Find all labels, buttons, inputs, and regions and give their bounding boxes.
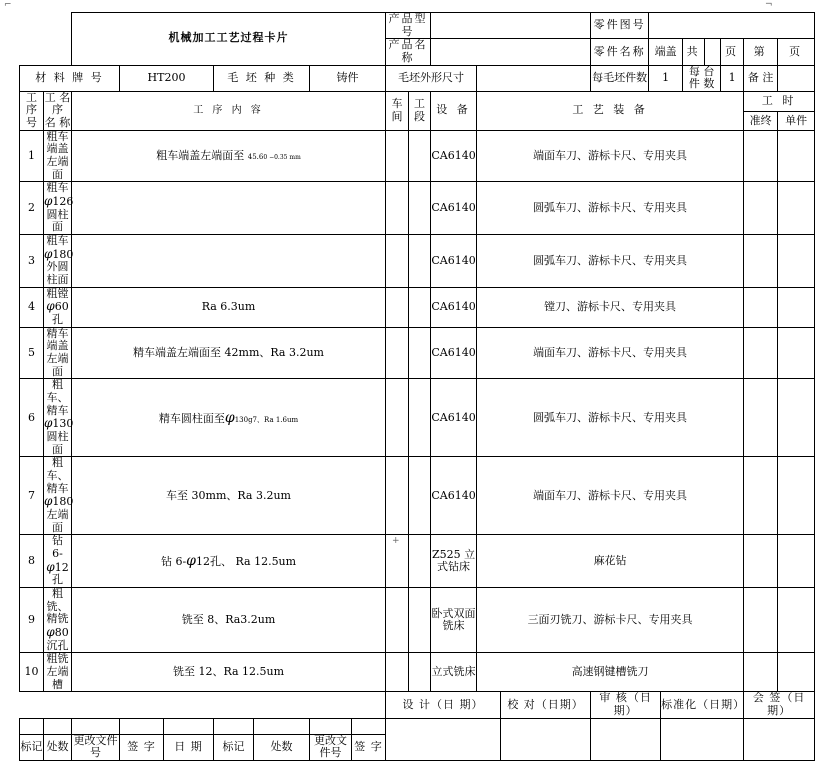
row-prep xyxy=(744,327,778,379)
col-step-no-top: 工 xyxy=(26,90,37,104)
footer-cell[interactable] xyxy=(44,718,72,734)
row-workshop xyxy=(386,535,409,588)
standard-sign[interactable] xyxy=(661,718,744,760)
row-name-b: 180 xyxy=(52,247,74,261)
row-tooling: 端面车刀、游标卡尺、专用夹具 xyxy=(477,130,744,182)
row-content-ra: 、Ra 1.6um xyxy=(257,415,299,424)
row-equipment: 立式铣床 xyxy=(431,653,477,692)
row-unit xyxy=(778,182,815,235)
row-prep xyxy=(744,379,778,457)
table-row[interactable] xyxy=(20,235,815,288)
col-step-name-mid: 序 xyxy=(52,103,63,117)
table-row[interactable] xyxy=(20,327,815,379)
row-equipment: CA6140 xyxy=(431,235,477,288)
row-content-text: 钻 6- xyxy=(160,555,187,569)
footer-cell[interactable] xyxy=(164,718,214,734)
phi-symbol: φ xyxy=(224,409,235,426)
row-equipment: CA6140 xyxy=(431,182,477,235)
col-section xyxy=(409,91,431,130)
row-tooling: 镗刀、游标卡尺、专用夹具 xyxy=(477,287,744,327)
table-row[interactable] xyxy=(20,535,815,588)
footer-cell[interactable] xyxy=(254,718,310,734)
row-name-c: 孔 xyxy=(52,313,63,327)
part-drawing-value[interactable] xyxy=(649,13,815,39)
row-workshop xyxy=(386,457,409,535)
col-hours: 工 时 xyxy=(744,91,815,112)
row-content: 铣至 8、Ra3.2um xyxy=(72,588,386,653)
footer-cell[interactable] xyxy=(20,718,44,734)
mark-label-2: 标记 xyxy=(214,734,254,760)
product-name-value[interactable] xyxy=(431,39,591,65)
row-unit xyxy=(778,130,815,182)
design-label: 设 计（日 期） xyxy=(386,692,501,718)
blank-cell xyxy=(20,13,72,66)
row-name-c: 左端面 xyxy=(46,508,69,534)
table-row[interactable] xyxy=(20,182,815,235)
row-name xyxy=(44,588,72,653)
add-icon[interactable]: + xyxy=(392,536,400,546)
page-label: 页 xyxy=(721,39,744,65)
row-tooling: 圆弧车刀、游标卡尺、专用夹具 xyxy=(477,182,744,235)
mark-label: 标记 xyxy=(20,734,44,760)
phi-symbol: φ xyxy=(44,193,53,208)
footer-cell[interactable] xyxy=(352,718,386,734)
row-equipment: CA6140 xyxy=(431,457,477,535)
row-section xyxy=(409,457,431,535)
row-content: 精车端盖左端面至 42mm、Ra 3.2um xyxy=(72,327,386,379)
row-tooling: 端面车刀、游标卡尺、专用夹具 xyxy=(477,327,744,379)
col-step-no-bot: 号 xyxy=(26,116,37,130)
blank-type-label: 毛 坯 种 类 xyxy=(214,65,310,91)
row-unit xyxy=(778,327,815,379)
crop-mark-icon: ¬ xyxy=(765,0,773,10)
table-row[interactable] xyxy=(20,379,815,457)
col-step-name-top: 工 名 xyxy=(44,90,71,104)
process-card-table xyxy=(19,12,815,761)
doc-label-2: 更改文件号 xyxy=(310,734,352,760)
row-unit xyxy=(778,588,815,653)
row-unit xyxy=(778,287,815,327)
col-step-no-mid: 序 xyxy=(26,103,37,117)
row-name-a: 粗车、精车 xyxy=(46,456,69,495)
row-equipment: CA6140 xyxy=(431,327,477,379)
blank-size-value[interactable] xyxy=(477,65,591,91)
row-name-a: 粗车、精车 xyxy=(46,378,69,417)
row-section xyxy=(409,130,431,182)
row-workshop xyxy=(386,182,409,235)
per-unit-label: 每 台 件 数 xyxy=(683,65,721,91)
row-name xyxy=(44,235,72,288)
row-section xyxy=(409,327,431,379)
row-name-a: 粗车 xyxy=(46,234,69,248)
row-prep xyxy=(744,130,778,182)
place-label: 处数 xyxy=(44,734,72,760)
row-name-b: 180 xyxy=(52,495,74,509)
row-name-c: 外圆柱面 xyxy=(46,260,69,287)
review-label: 审 核（日期） xyxy=(591,692,661,718)
row-prep xyxy=(744,588,778,653)
row-name xyxy=(44,379,72,457)
row-no: 2 xyxy=(20,182,44,235)
row-content xyxy=(72,182,386,235)
row-content-text: 精车圆柱面至 xyxy=(158,411,225,425)
table-row[interactable] xyxy=(20,457,815,535)
row-name-b: 60 xyxy=(54,300,69,314)
row-prep xyxy=(744,653,778,692)
row-content xyxy=(72,535,386,588)
row-equipment: Z525 立式钻床 xyxy=(431,535,477,588)
place-label-2: 处数 xyxy=(254,734,310,760)
col-workshop xyxy=(386,91,409,130)
row-workshop xyxy=(386,327,409,379)
footer-cell[interactable] xyxy=(120,718,164,734)
row-name-a: 粗车 xyxy=(46,181,69,195)
row-prep xyxy=(744,535,778,588)
row-equipment: CA6140 xyxy=(431,130,477,182)
row-content-text: 粗车端盖左端面至 xyxy=(156,148,245,162)
row-prep xyxy=(744,182,778,235)
row-workshop xyxy=(386,588,409,653)
row-section xyxy=(409,182,431,235)
row-workshop xyxy=(386,235,409,288)
design-sign[interactable] xyxy=(386,718,501,760)
row-name xyxy=(44,457,72,535)
row-section xyxy=(409,235,431,288)
row-section xyxy=(409,653,431,692)
row-prep xyxy=(744,457,778,535)
row-workshop xyxy=(386,130,409,182)
row-content-dim: 45.6 xyxy=(247,152,264,161)
row-name: 粗车端盖左端面 xyxy=(44,130,72,182)
row-name-d: 孔 xyxy=(52,573,63,587)
phi-symbol: φ xyxy=(46,559,55,574)
row-tooling: 三面刃铣刀、游标卡尺、专用夹具 xyxy=(477,588,744,653)
standard-label: 标准化（日期） xyxy=(661,692,744,718)
material-value[interactable]: HT200 xyxy=(120,65,214,91)
col-step-name xyxy=(44,91,72,130)
row-no: 7 xyxy=(20,457,44,535)
footer-blank xyxy=(20,692,386,718)
col-section-bot: 段 xyxy=(414,109,426,123)
row-unit xyxy=(778,235,815,288)
row-name: 精车端盖左端面 xyxy=(44,327,72,379)
row-prep xyxy=(744,235,778,288)
row-name xyxy=(44,535,72,588)
product-name-label: 产品名称 xyxy=(386,39,431,65)
col-unit: 单件 xyxy=(778,112,815,130)
sign-label-2-text: 签 字 xyxy=(354,740,383,753)
row-unit xyxy=(778,457,815,535)
row-content-tol: 0 −0.35 mm xyxy=(263,153,301,161)
row-equipment: CA6140 xyxy=(431,379,477,457)
row-name: 粗铣左端槽 xyxy=(44,653,72,692)
product-model-label: 产品型号 xyxy=(386,13,431,39)
row-name-c: 12 xyxy=(54,560,69,574)
row-name-b: 6- xyxy=(52,547,63,561)
material-label: 材 料 牌 号 xyxy=(20,65,120,91)
row-name-a: 粗镗 xyxy=(46,286,69,300)
row-content: Ra 6.3um xyxy=(72,287,386,327)
row-prep xyxy=(744,287,778,327)
page-label-2: 页 xyxy=(778,39,815,65)
phi-symbol: φ xyxy=(46,625,55,640)
row-name-c: 圆柱面 xyxy=(46,207,69,234)
product-model-value[interactable] xyxy=(431,13,591,39)
row-no: 10 xyxy=(20,653,44,692)
phi-symbol: φ xyxy=(46,299,55,314)
doc-label: 更改文件号 xyxy=(73,733,118,760)
row-unit xyxy=(778,535,815,588)
col-tooling: 工 艺 装 备 xyxy=(477,91,744,130)
row-name xyxy=(44,182,72,235)
row-name-c: 圆柱面 xyxy=(46,430,69,456)
row-tooling: 高速钢键槽铣刀 xyxy=(477,653,744,692)
row-name-b: 126 xyxy=(52,194,74,208)
row-tooling: 端面车刀、游标卡尺、专用夹具 xyxy=(477,457,744,535)
row-equipment: CA6140 xyxy=(431,287,477,327)
phi-symbol: φ xyxy=(44,246,53,261)
card-title: 机械加工工艺过程卡片 xyxy=(72,13,386,66)
crop-mark-icon: ⌐ xyxy=(4,0,12,10)
row-tooling: 麻花钻 xyxy=(477,535,744,588)
col-equipment: 设 备 xyxy=(431,91,477,130)
row-content xyxy=(72,130,386,182)
row-name-c: 沉孔 xyxy=(46,638,69,652)
row-section xyxy=(409,588,431,653)
countersign-label: 会 签（日期） xyxy=(744,692,815,718)
row-content xyxy=(72,235,386,288)
row-content-ra: 孔、 Ra 12.5um xyxy=(209,555,297,569)
row-no: 8 xyxy=(20,535,44,588)
row-name-b: 130 xyxy=(52,417,74,431)
row-workshop xyxy=(386,379,409,457)
per-unit-value[interactable]: 1 xyxy=(721,65,744,91)
sign-label: 签 字 xyxy=(120,734,164,760)
part-name-value[interactable]: 端盖 xyxy=(649,39,683,65)
row-content xyxy=(72,379,386,457)
per-blank-value[interactable]: 1 xyxy=(649,65,683,91)
phi-symbol: φ xyxy=(44,416,53,431)
row-name-b: 80 xyxy=(54,626,69,640)
row-no: 9 xyxy=(20,588,44,653)
col-step-name-bot: 名 称 xyxy=(44,116,71,130)
footer-cell[interactable] xyxy=(72,718,120,734)
blank-type-value[interactable]: 铸件 xyxy=(310,65,386,91)
footer-cell[interactable] xyxy=(310,718,352,734)
col-workshop-top: 车 xyxy=(391,97,403,111)
col-prep: 准终 xyxy=(744,112,778,130)
row-equipment: 卧式双面铣床 xyxy=(431,588,477,653)
countersign-sign[interactable] xyxy=(744,718,815,760)
table-row[interactable] xyxy=(20,130,815,182)
blank-size-label: 毛坯外形尺寸 xyxy=(386,65,477,91)
row-name-a: 粗铣、精铣 xyxy=(46,587,69,626)
table-row[interactable] xyxy=(20,287,815,327)
remark-label: 备 注 xyxy=(744,65,778,91)
total-label: 共 xyxy=(683,39,705,65)
proofread-sign[interactable] xyxy=(501,718,591,760)
sheet-label: 第 xyxy=(744,39,778,65)
remark-value[interactable] xyxy=(778,65,815,91)
row-workshop xyxy=(386,653,409,692)
row-content-dim: 130g7 xyxy=(234,415,258,424)
total-value[interactable] xyxy=(705,39,721,65)
table-row[interactable] xyxy=(20,653,815,692)
row-no: 1 xyxy=(20,130,44,182)
col-step-no xyxy=(20,91,44,130)
part-drawing-label: 零件图号 xyxy=(591,13,649,39)
date-label: 日 期 xyxy=(164,734,214,760)
col-section-top: 工 xyxy=(414,97,426,111)
footer-cell[interactable] xyxy=(214,718,254,734)
row-no: 3 xyxy=(20,235,44,288)
row-section xyxy=(409,535,431,588)
table-row[interactable] xyxy=(20,588,815,653)
row-no: 6 xyxy=(20,379,44,457)
row-content: 车至 30mm、Ra 3.2um xyxy=(72,457,386,535)
row-no: 5 xyxy=(20,327,44,379)
phi-symbol: φ xyxy=(44,494,53,509)
proofread-label: 校 对（日期） xyxy=(501,692,591,718)
part-name-label: 零件名称 xyxy=(591,39,649,65)
row-name-a: 钻 xyxy=(52,534,63,548)
row-workshop xyxy=(386,287,409,327)
row-section xyxy=(409,379,431,457)
per-blank-label: 每毛坯件数 xyxy=(591,65,649,91)
row-tooling: 圆弧车刀、游标卡尺、专用夹具 xyxy=(477,379,744,457)
col-workshop-bot: 间 xyxy=(391,109,403,123)
row-tooling: 圆弧车刀、游标卡尺、专用夹具 xyxy=(477,235,744,288)
review-sign[interactable] xyxy=(591,718,661,760)
row-no: 4 xyxy=(20,287,44,327)
phi-symbol: φ xyxy=(186,553,196,570)
row-content-dim: 12 xyxy=(195,555,210,569)
col-content: 工 序 内 容 xyxy=(72,91,386,130)
row-section xyxy=(409,287,431,327)
row-unit xyxy=(778,653,815,692)
row-unit xyxy=(778,379,815,457)
row-name xyxy=(44,287,72,327)
row-content: 铣至 12、Ra 12.5um xyxy=(72,653,386,692)
sign-label-2 xyxy=(352,734,386,760)
